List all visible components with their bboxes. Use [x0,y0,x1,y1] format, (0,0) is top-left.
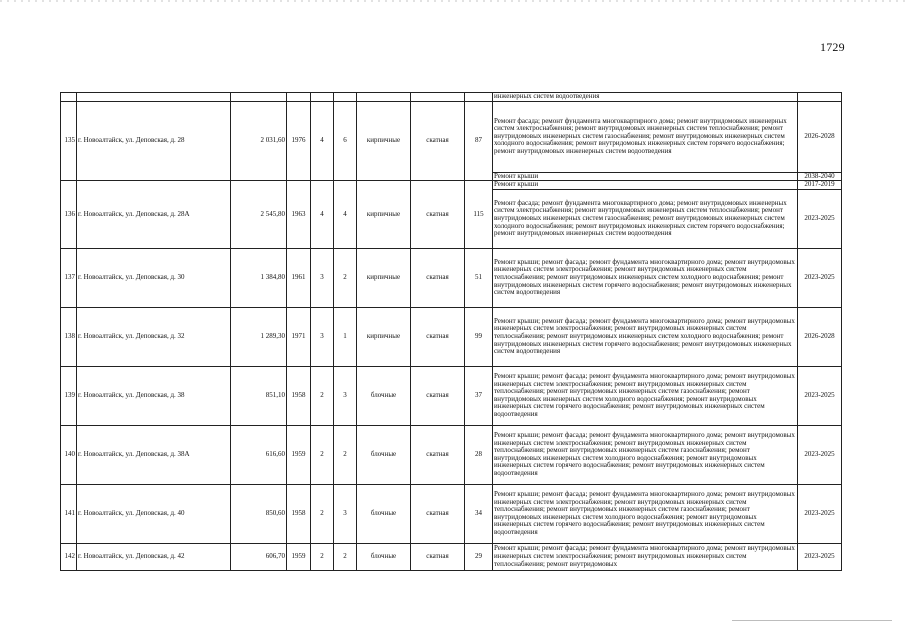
entrances: 3 [334,484,357,543]
table-cell [798,93,842,102]
scan-artifact-line [732,620,892,621]
roof-type: скатная [411,484,465,543]
build-year: 1971 [287,307,311,366]
address: г. Новоалтайск, ул. Деповская, д. 40 [77,484,231,543]
work-period: 2023-2025 [798,366,842,425]
work-description: Ремонт крыши; ремонт фасада; ремонт фундамента многоквартирного дома; ремонт внутридомовых инженерных систем электроснабжения; ремонт внутридомовых инженерных систем теплоснабжения; ремонт внутридомовых инженерных систем холодного водоснабжения; ремонт внутридомовых инженерных систем горячего водоснабжения; ремонт внутридомовых инженерных систем водоотведения [493,307,798,366]
table-cell [465,93,493,102]
wear-value: 51 [465,248,493,307]
roof-type: скатная [411,101,465,181]
entrances: 4 [334,181,357,249]
floors: 2 [311,543,334,570]
work-period: 2023-2025 [798,425,842,484]
total-area: 850,60 [231,484,287,543]
floors: 2 [311,484,334,543]
total-area: 2 031,60 [231,101,287,181]
row-number: 136 [61,181,77,249]
build-year: 1958 [287,484,311,543]
build-year: 1961 [287,248,311,307]
work-period: 2026-2028 [798,307,842,366]
roof-type: скатная [411,248,465,307]
table-row [61,93,842,102]
table-cell [231,93,287,102]
address: г. Новоалтайск, ул. Деповская, д. 32 [77,307,231,366]
wear-value: 28 [465,425,493,484]
repair-program-table [60,92,842,571]
row-number: 142 [61,543,77,570]
wall-material: кирпичные [357,101,411,181]
floors: 4 [311,101,334,181]
page-number: 1729 [820,40,845,54]
table-cell [287,93,311,102]
wear-value: 115 [465,181,493,249]
table-cell [334,93,357,102]
entrances: 2 [334,425,357,484]
table-row [61,543,842,570]
address: г. Новоалтайск, ул. Деповская, д. 30 [77,248,231,307]
floors: 3 [311,248,334,307]
work-description: Ремонт крыши; ремонт фасада; ремонт фундамента многоквартирного дома; ремонт внутридомовых инженерных систем электроснабжения; ремонт внутридомовых инженерных систем теплоснабжения; ремонт внутридомовых инженерных систем газоснабжения; ремонт внутридомовых инженерных систем холодного водоснабжения; ремонт внутридомовых инженерных систем горячего водоснабжения; ремонт внутридомовых инженерных систем водоотведения [493,484,798,543]
total-area: 851,10 [231,366,287,425]
wall-material: блочные [357,366,411,425]
row-number: 141 [61,484,77,543]
build-year: 1963 [287,181,311,249]
work-period: 2023-2025 [798,189,842,248]
table-row [61,307,842,366]
table-row [61,101,842,172]
roof-type: скатная [411,307,465,366]
table-cell [311,93,334,102]
wear-value: 34 [465,484,493,543]
build-year: 1959 [287,425,311,484]
floors: 2 [311,366,334,425]
work-description: Ремонт фасада; ремонт фундамента многоквартирного дома; ремонт внутридомовых инженерных систем электроснабжения; ремонт внутридомовых инженерных систем теплоснабжения; ремонт внутридомовых инженерных систем газоснабжения; ремонт внутридомовых инженерных систем холодного водоснабжения; ремонт внутридомовых инженерных систем горячего водоснабжения; ремонт внутридомовых инженерных систем водоотведения [493,189,798,248]
row-number: 135 [61,101,77,181]
wall-material: блочные [357,484,411,543]
row-number: 138 [61,307,77,366]
work-description: Ремонт фасада; ремонт фундамента многоквартирного дома; ремонт внутридомовых инженерных систем электроснабжения; ремонт внутридомовых инженерных систем теплоснабжения; ремонт внутридомовых инженерных систем газоснабжения; ремонт внутридомовых инженерных систем холодного водоснабжения; ремонт внутридомовых инженерных систем горячего водоснабжения; ремонт внутридомовых инженерных систем водоотведения [493,101,798,172]
entrances: 6 [334,101,357,181]
wear-value: 99 [465,307,493,366]
floors: 3 [311,307,334,366]
entrances: 2 [334,248,357,307]
address: г. Новоалтайск, ул. Деповская, д. 38 [77,366,231,425]
work-description: Ремонт крыши; ремонт фасада; ремонт фундамента многоквартирного дома; ремонт внутридомовых инженерных систем электроснабжения; ремонт внутридомовых инженерных систем теплоснабжения; ремонт внутридомовых инженерных систем газоснабжения; ремонт внутридомовых инженерных систем холодного водоснабжения; ремонт внутридомовых инженерных систем горячего водоснабжения; ремонт внутридомовых инженерных систем водоотведения [493,425,798,484]
table-row [61,248,842,307]
roof-type: скатная [411,543,465,570]
table-row [61,181,842,190]
roof-type: скатная [411,366,465,425]
total-area: 1 384,80 [231,248,287,307]
work-description: инженерных систем водоотведения [493,93,798,102]
entrances: 2 [334,543,357,570]
work-period: 2023-2025 [798,543,842,570]
build-year: 1976 [287,101,311,181]
wear-value: 37 [465,366,493,425]
table-cell [357,93,411,102]
work-period: 2026-2028 [798,101,842,172]
work-description: Ремонт крыши; ремонт фасада; ремонт фундамента многоквартирного дома; ремонт внутридомовых инженерных систем электроснабжения; ремонт внутридомовых инженерных систем теплоснабжения; ремонт внутридомовых инженерных систем холодного водоснабжения; ремонт внутридомовых инженерных систем горячего водоснабжения; ремонт внутридомовых инженерных систем водоотведения [493,248,798,307]
work-description: Ремонт крыши [493,181,798,190]
address: г. Новоалтайск, ул. Деповская, д. 42 [77,543,231,570]
wall-material: блочные [357,543,411,570]
wall-material: кирпичные [357,248,411,307]
work-period: 2017-2019 [798,181,842,190]
table-cell [411,93,465,102]
work-description: Ремонт крыши [493,172,798,181]
wall-material: кирпичные [357,181,411,249]
entrances: 1 [334,307,357,366]
address: г. Новоалтайск, ул. Деповская, д. 28А [77,181,231,249]
work-description: Ремонт крыши; ремонт фасада; ремонт фундамента многоквартирного дома; ремонт внутридомовых инженерных систем электроснабжения; ремонт внутридомовых инженерных систем теплоснабжения; ремонт внутридомовых инженерных систем газоснабжения; ремонт внутридомовых инженерных систем холодного водоснабжения; ремонт внутридомовых инженерных систем горячего водоснабжения; ремонт внутридомовых инженерных систем водоотведения [493,366,798,425]
floors: 2 [311,425,334,484]
build-year: 1958 [287,366,311,425]
row-number: 139 [61,366,77,425]
row-number: 137 [61,248,77,307]
work-period: 2023-2025 [798,484,842,543]
floors: 4 [311,181,334,249]
table-cell [77,93,231,102]
table-row [61,425,842,484]
wall-material: блочные [357,425,411,484]
wall-material: кирпичные [357,307,411,366]
work-period: 2038-2040 [798,172,842,181]
table-cell [61,93,77,102]
entrances: 3 [334,366,357,425]
row-number: 140 [61,425,77,484]
table-row [61,366,842,425]
total-area: 616,60 [231,425,287,484]
wear-value: 29 [465,543,493,570]
total-area: 2 545,80 [231,181,287,249]
build-year: 1959 [287,543,311,570]
address: г. Новоалтайск, ул. Деповская, д. 28 [77,101,231,181]
work-description: Ремонт крыши; ремонт фасада; ремонт фундамента многоквартирного дома; ремонт внутридомовых инженерных систем электроснабжения; ремонт внутридомовых инженерных систем теплоснабжения; ремонт внутридомовых [493,543,798,570]
roof-type: скатная [411,425,465,484]
work-period: 2023-2025 [798,248,842,307]
total-area: 1 289,30 [231,307,287,366]
table-row [61,484,842,543]
total-area: 606,70 [231,543,287,570]
scan-artifact-line [0,0,905,2]
address: г. Новоалтайск, ул. Деповская, д. 38А [77,425,231,484]
roof-type: скатная [411,181,465,249]
wear-value: 87 [465,101,493,181]
